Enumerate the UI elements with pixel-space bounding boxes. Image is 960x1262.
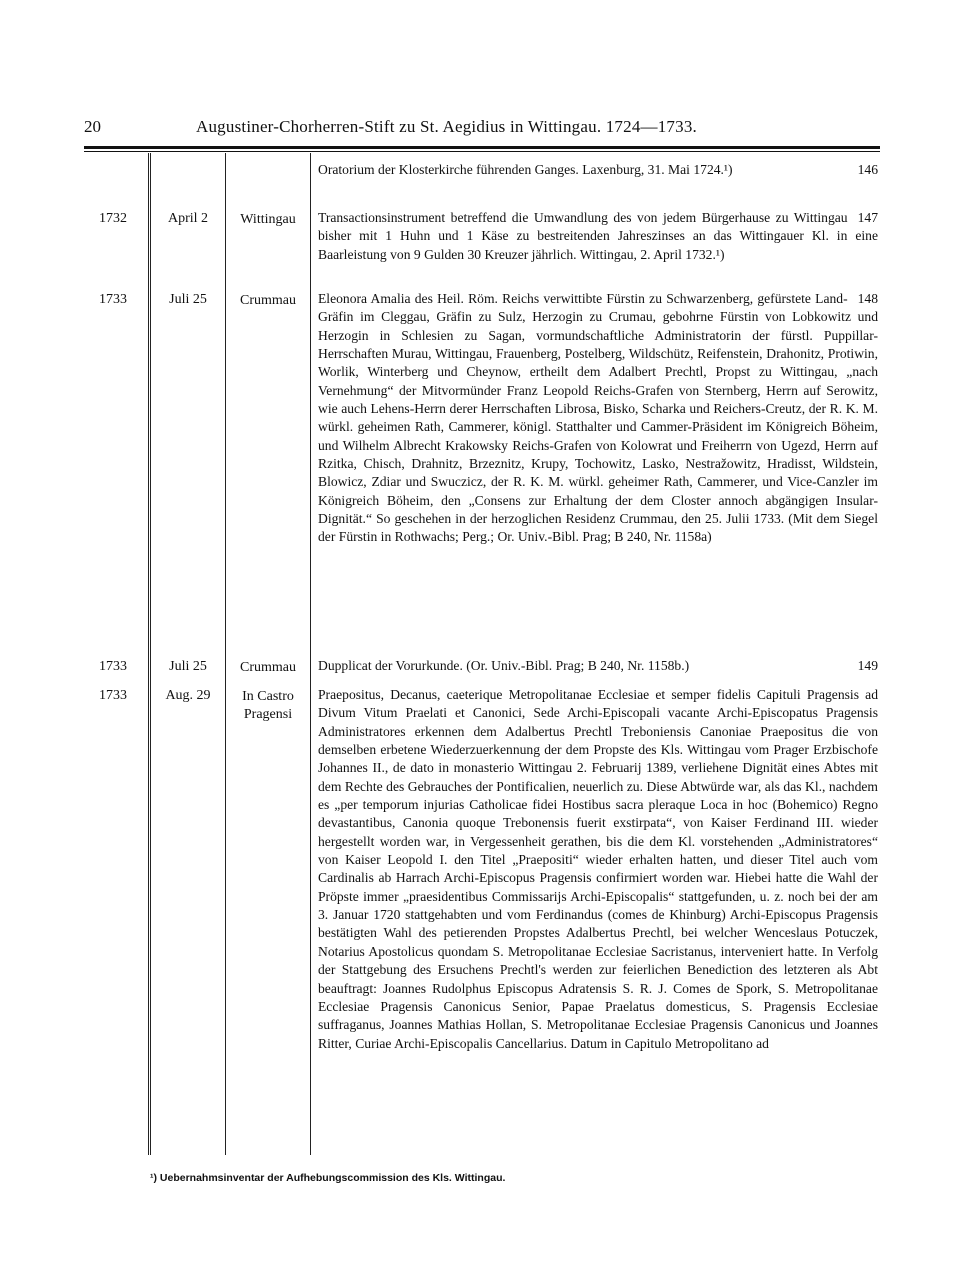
header-rule-thin: [84, 151, 880, 152]
entry-year: 1733: [99, 688, 127, 703]
regest-number: 149: [857, 658, 878, 673]
regest-entry: [318, 290, 878, 547]
entry-date: Aug. 29: [165, 688, 211, 703]
entry-year: 1733: [99, 292, 127, 307]
regest-text: Praepositus, Decanus, caeterique Metropolitanae Ecclesiae et semper fidelis Capituli Pragensis ad Divum Vitum Praelati et Canonici, Sede Archi-Episcopali vacante Archi-Episcopatus Pragensis Administratores erkennen dem Adalbertus Prechtl Treboniensis Canoniae Praepositus die von demselben erbetene Wiederzuerkennung der dem Propste des Kls. Wittingau vom Prager Erzbischofe Johannes II., de dato in monasterio Wittingau 2. Februarij 1389, verliehene Dignität eines Abtes mit dem Rechte des Gebrauches der Pontificalien, neuerlich zu. Diese Abtwürde war, als das Kl., nachdem es „per temporum injurias Catholicae fidei Hostibus sacra pleraque Loca in hoc (Bohemico) Regno devastantibus, Canonia quoque Trebonensis fuerit exstirpata“, von Kaiser Ferdinand III. wieder hergestellt worden war, in Vergessenheit gerathen, bis die dem Kl. vorstehenden „Administratores“ von Kaiser Leopold I. den Titel „Praepositi“ wieder erhalten hatten, und dieser Titel auch vom Cardinalis ab Harrach Archi-Episcopus Pragensis confirmiert worden war. Hiebei hatte die Wahl der Pröpste immer „praesidentibus Commissarijs Archi-Episcopalis“ stattgefunden, u. z. noch bei der am 3. Januar 1720 stattgehabten und vom Ferdinandus (comes de Khinburg) Archi-Episcopus Pragensis bestätigten Wahl des petierenden Propstes Adalbertus Prechtl, bei welcher Wenceslaus Potuczek, Notarius Apostolicus quondam S. Metropolitanae Ecclesiae Sacristanus, interveniert hatte. In Verfolg der Stattgebung des Ersuchens Prechtl's werden zur feierlichen Benediction des letzteren als Abt beauftragt: Joannes Rudolphus Episcopus Adratensis S. R. J. Comes de Spork, S. Metropolitanae Ecclesiae Pragensis Canonicus Senior, Papae Praelatus domesticus, S. Pragensis Ecclesiae suffraganus, Joannes Mathias Hollan, S. Metropolitanae Ecclesiae Pragensis Canonicus und Joannes Ritter, Curiae Archi-Episcopalis Cancellarius. Datum in Capitulo Metropolitano ad: [318, 687, 878, 1051]
regest-number: 146: [857, 162, 878, 177]
entry-place: Crummau: [240, 660, 296, 675]
entry-date: Juli 25: [169, 659, 207, 674]
regest-entry: [318, 209, 878, 264]
regest-entry: [318, 686, 878, 1053]
entry-date: April 2: [167, 211, 209, 226]
regest-text: Eleonora Amalia des Heil. Röm. Reichs verwittibte Fürstin zu Schwarzenberg, gefürstete Land-Gräfin im Cleggau, Gräfin zu Sulz, Herzogin zu Crumau, gebohrne Fürstin von Lobkowitz und Herzogin in Schlesien zu Sagan, vormundschaftliche Administratorin der fürstl. Puppillar-Herrschaften Murau, Wittingau, Frauenberg, Postelberg, Wildschütz, Reifenstein, Drahonitz, Protiwin, Worlik, Winterberg und Cheynow, ertheilt dem Adalbert Prechtl, Propst zu Wittingau, „nach Vernehmung“ der Mitvormünder Franz Leopold Reichs-Grafen von Sternberg, Herrn auf Serowitz, wie auch Lehens-Herrn derer Herrschaften Librosa, Bisko, Scharka und Reichers-Creutz, der R. K. M. würkl. geheimen Rath, Cammerer, königl. Statthalter und Cammer-Präsident im Königreich Böheim, und Wilhelm Albrecht Krakowsky Reichs-Grafen von Kolowrat und Freiherrn von Ugezd, Herrn auf Rzitka, Chisch, Drahnitz, Brzeznitz, Krupy, Tochowitz, Lasko, Nestražowitz, Hradisst, Wildstein, Blowicz, Zdiar und Swuczicz, der R. K. M. würkl. geheimer Rath, Cammerer, und Vice-Canzler im Königreich Böheim, den „Consens zur Erhaltung der dem Closter annoch abgängigen Insular-Dignität.“ So geschehen in der herzoglichen Residenz Crummau, den 25. Julii 1733. (Mit dem Siegel der Fürstin in Rothwachs; Perg.; Or. Univ.-Bibl. Prag; B 240, Nr. 1158a): [318, 291, 878, 545]
regest-text: Dupplicat der Vorurkunde. (Or. Univ.-Bibl. Prag; B 240, Nr. 1158b.): [318, 658, 690, 673]
entry-place: In Castro Pragensi: [242, 689, 294, 722]
header-rule-thick: [84, 146, 880, 149]
regest-number: 147: [857, 210, 878, 225]
entry-date: Juli 25: [169, 292, 207, 307]
page-number: 20: [84, 117, 101, 136]
entry-place: Wittingau: [240, 212, 296, 227]
entry-year: 1732: [99, 211, 127, 226]
regest-text: Oratorium der Klosterkirche führenden Ganges. Laxenburg, 31. Mai 1724.¹): [318, 162, 733, 177]
entry-year: 1733: [99, 659, 127, 674]
page-header: [84, 117, 880, 141]
entry-place: Crummau: [240, 293, 296, 308]
regest-text: Transactionsinstrument betreffend die Umwandlung des von jedem Bürgerhause zu Wittingau bisher mit 1 Huhn und 1 Käse zu bestreitenden Jahreszinses an das Wittingauer Kl. in eine Baarleistung von 9 Gulden 30 Kreuzer jährlich. Wittingau, 2. April 1732.¹): [318, 210, 878, 262]
regest-entry: [318, 161, 878, 179]
column-divider: [310, 153, 311, 1155]
footnote: ¹) Uebernahmsinventar der Aufhebungscommission des Kls. Wittingau.: [150, 1172, 506, 1184]
running-title: Augustiner-Chorherren-Stift zu St. Aegidius in Wittingau. 1724—1733.: [196, 117, 697, 136]
column-divider: [148, 153, 149, 1155]
regest-entry: [318, 657, 878, 675]
column-divider: [225, 153, 226, 1155]
regest-number: 148: [857, 291, 878, 306]
column-divider: [150, 153, 151, 1155]
